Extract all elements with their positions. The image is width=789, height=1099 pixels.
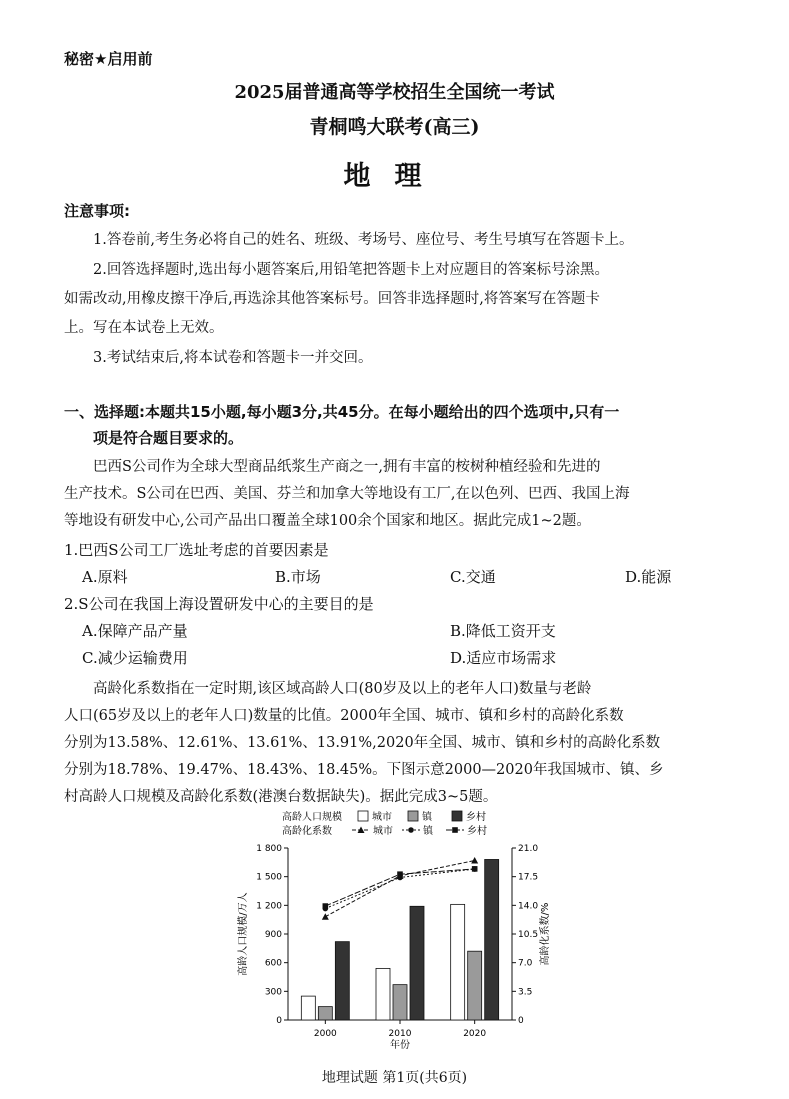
- notice-heading: 注意事项:: [64, 202, 130, 220]
- point-城市: [322, 913, 329, 920]
- legend-marker-镇: [408, 827, 414, 833]
- legend-line-title: 高龄化系数: [282, 826, 332, 837]
- legend-line-label-乡村: 乡村: [467, 826, 487, 837]
- bar-镇-2010: [393, 985, 407, 1020]
- passage-1-line-2: 生产技术。S公司在巴西、美国、芬兰和加拿大等地设有工厂,在以色列、巴西、我国上海: [64, 486, 630, 502]
- notice-item-2-line-3: 上。写在本试卷上无效。: [64, 320, 224, 336]
- aging-population-chart: [230, 808, 560, 1056]
- exam-subtitle: 青桐鸣大联考(高三): [309, 116, 480, 138]
- point-乡村: [323, 903, 329, 909]
- question-1-option-b: B.市场: [275, 568, 321, 586]
- point-乡村: [472, 866, 478, 872]
- y2-tick-label: 3.5: [518, 987, 533, 998]
- y2-tick-label: 10.5: [518, 930, 539, 940]
- page-footer: 地理试题 第1页(共6页): [321, 1070, 468, 1086]
- legend-bar-label-镇: 镇: [422, 812, 432, 823]
- x-tick-label: 2010: [388, 1029, 412, 1039]
- passage-2-line-1: 高龄化系数指在一定时期,该区域高龄人口(80岁及以上的老年人口)数量与老龄: [93, 681, 592, 697]
- passage-2-line-4: 分别为18.78%、19.47%、18.43%、18.45%。下图示意2000—2020年我国城市、镇、乡: [64, 762, 664, 778]
- right-axis-ticks: [512, 844, 538, 1026]
- exam-title: 2025届普通高等学校招生全国统一考试: [234, 82, 555, 103]
- y-tick-label: 300: [264, 987, 282, 998]
- passage-2-line-3: 分别为13.58%、12.61%、13.61%、13.91%,2020年全国、城市、镇和乡村的高龄化系数: [64, 735, 661, 751]
- bar-乡村-2010: [410, 906, 424, 1020]
- question-2-option-c: C.减少运输费用: [82, 649, 188, 667]
- y2-tick-label: 14.0: [518, 901, 539, 912]
- passage-1-line-3: 等地设有研发中心,公司产品出口覆盖全球100余个国家和地区。据此完成1~2题。: [64, 513, 591, 529]
- question-2-option-b: B.降低工资开支: [450, 622, 556, 640]
- y-tick-label: 1 800: [256, 844, 282, 854]
- y-tick-label: 0: [276, 1016, 282, 1026]
- legend-bar-swatch-乡村: [452, 811, 462, 821]
- question-1-stem: 1.巴西S公司工厂选址考虑的首要因素是: [64, 541, 329, 559]
- legend-bar-swatch-镇: [408, 811, 418, 821]
- bar-乡村-2020: [485, 859, 499, 1020]
- y-tick-label: 600: [264, 958, 282, 969]
- bar-城市-2020: [451, 904, 465, 1020]
- bars: [301, 859, 498, 1020]
- x-tick-label: 2020: [463, 1029, 487, 1039]
- y2-axis-title: 高龄化系数/%: [540, 902, 551, 966]
- section-heading-line-1: 一、选择题:本题共15小题,每小题3分,共45分。在每小题给出的四个选项中,只有一: [64, 403, 620, 421]
- x-axis-title: 年份: [390, 1040, 410, 1051]
- question-2-option-a: A.保障产品产量: [82, 622, 188, 640]
- point-城市: [471, 857, 478, 864]
- bar-城市-2000: [301, 996, 315, 1020]
- passage-2-line-2: 人口(65岁及以上的老年人口)数量的比值。2000年全国、城市、镇和乡村的高龄化系数: [64, 708, 624, 724]
- question-1-option-d: D.能源: [625, 568, 672, 586]
- notice-item-2-line-2: 如需改动,用橡皮擦干净后,再选涂其他答案标号。回答非选择题时,将答案写在答题卡: [64, 291, 600, 307]
- notice-item-2-line-1: 2.回答选择题时,选出每小题答案后,用铅笔把答题卡上对应题目的答案标号涂黑。: [93, 262, 610, 278]
- legend-bar-title: 高龄人口规模: [282, 812, 342, 823]
- bar-镇-2000: [318, 1007, 332, 1020]
- bar-乡村-2000: [335, 942, 349, 1020]
- y-axis-title: 高龄人口规模/万人: [238, 892, 249, 976]
- notice-item-1: 1.答卷前,考生务必将自己的姓名、班级、考场号、座位号、考生号填写在答题卡上。: [93, 232, 634, 248]
- y2-tick-label: 17.5: [518, 872, 539, 883]
- passage-1-line-1: 巴西S公司作为全球大型商品纸浆生产商之一,拥有丰富的桉树种植经验和先进的: [93, 459, 601, 475]
- notice-item-3: 3.考试结束后,将本试卷和答题卡一并交回。: [93, 350, 373, 366]
- question-1-option-a: A.原料: [82, 568, 128, 586]
- subject-title: 地理: [343, 161, 446, 192]
- bar-镇-2020: [468, 951, 482, 1020]
- legend-bar-label-乡村: 乡村: [466, 812, 486, 823]
- y-tick-label: 1 200: [256, 901, 282, 912]
- point-乡村: [397, 871, 403, 877]
- question-1-option-c: C.交通: [450, 568, 496, 586]
- question-2-stem: 2.S公司在我国上海设置研发中心的主要目的是: [64, 595, 374, 613]
- passage-2-line-5: 村高龄人口规模及高龄化系数(港澳台数据缺失)。据此完成3~5题。: [64, 789, 498, 805]
- y-tick-label: 900: [264, 930, 282, 940]
- legend-lines: [352, 824, 487, 837]
- y2-tick-label: 0: [518, 1016, 524, 1026]
- x-axis-ticks: [314, 1020, 487, 1039]
- x-tick-label: 2000: [313, 1029, 337, 1039]
- legend-line-label-镇: 镇: [423, 826, 433, 837]
- bar-城市-2010: [376, 968, 390, 1020]
- legend-bars: [358, 810, 486, 823]
- legend-line-label-城市: 城市: [373, 826, 393, 837]
- left-axis-ticks: [256, 844, 288, 1026]
- question-2-option-d: D.适应市场需求: [450, 649, 557, 667]
- y2-tick-label: 21.0: [518, 844, 539, 854]
- legend-marker-乡村: [452, 827, 458, 833]
- confidential-mark: 秘密★启用前: [64, 50, 153, 68]
- legend-bar-swatch-城市: [358, 811, 368, 821]
- section-heading-line-2: 项是符合题目要求的。: [93, 429, 244, 447]
- y2-tick-label: 7.0: [518, 958, 533, 969]
- legend-bar-label-城市: 城市: [372, 812, 392, 823]
- y-tick-label: 1 500: [256, 872, 282, 883]
